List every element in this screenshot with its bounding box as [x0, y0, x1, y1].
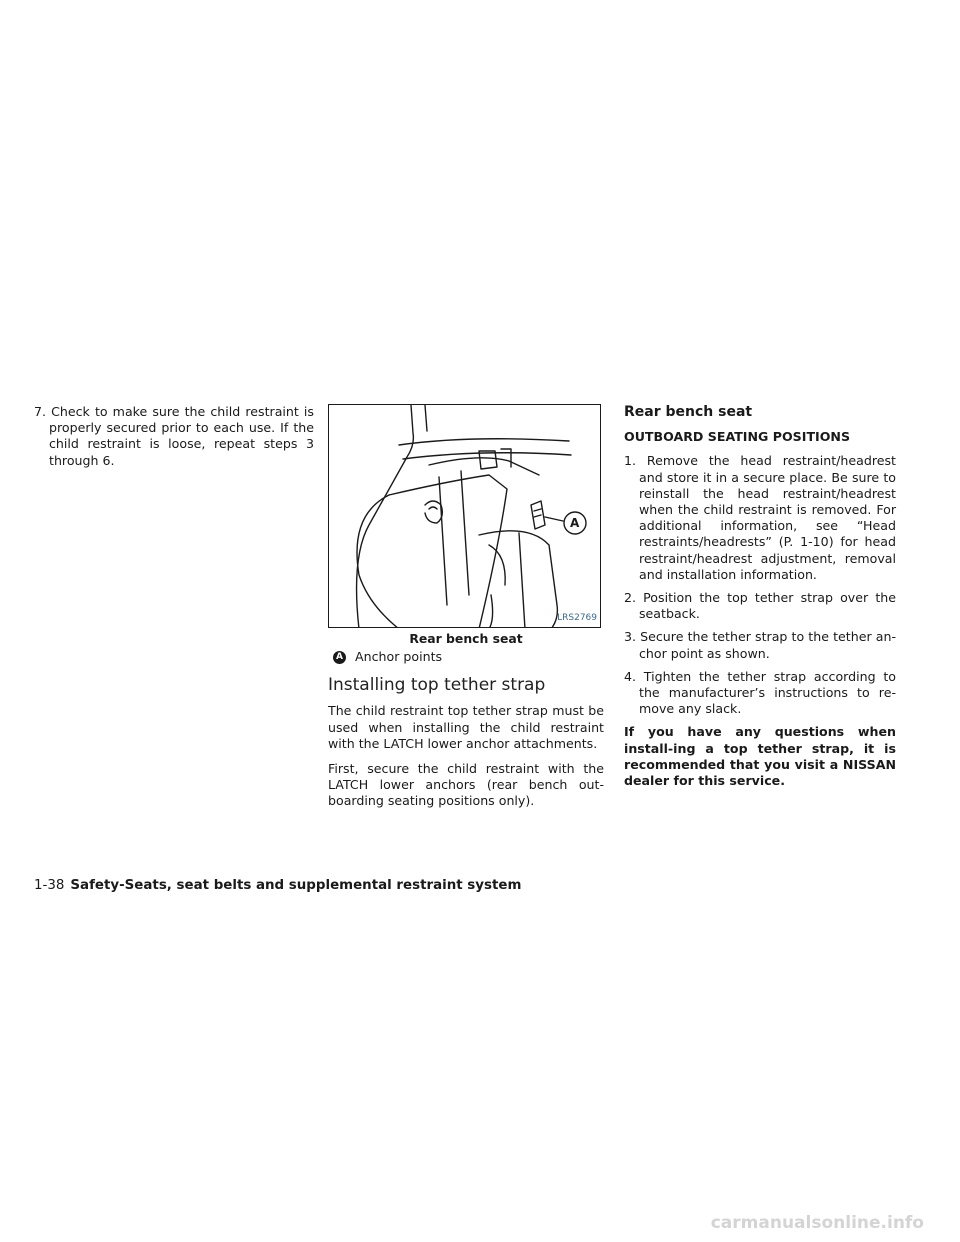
legend-text: Anchor points [355, 649, 443, 665]
page-footer [34, 878, 521, 893]
paragraph-1: The child restraint top tether strap must be used when installing the child restraint with the LATCH lower anchor attachments. [328, 703, 604, 751]
figure-code: LRS2769 [557, 612, 597, 623]
left-column [34, 404, 314, 476]
step-1: 1. Remove the head restraint/headrest and store it in a secure place. Be sure to reinstall the head restraint/headrest when the child restraint is removed. For additional information, see “Head restraints/headrests” (P. 1-10) for head restraint/headrest adjustment, removal and installation information. [624, 453, 896, 582]
legend-letter-a-icon: A [333, 651, 346, 664]
figure-legend [328, 649, 604, 665]
section-title: Installing top tether strap [328, 675, 546, 696]
figure-caption: Rear bench seat [409, 631, 523, 646]
callout-letter-a: A [570, 516, 580, 530]
heading-rear-bench-seat: Rear bench seat [624, 404, 753, 420]
note: If you have any questions when install-ing a top tether strap, it is recommended that you visit a NISSAN dealer for this service. [624, 724, 896, 789]
chapter-title: Safety-Seats, seat belts and supplemental restraint system [70, 878, 522, 893]
seat-illustration [329, 405, 601, 628]
paragraph-2: First, secure the child restraint with the LATCH lower anchors (rear bench out-boarding seating positions only). [328, 761, 604, 809]
rear-bench-seat-figure [328, 404, 601, 628]
middle-column [328, 404, 604, 819]
step-7: 7. Check to make sure the child restraint is properly secured prior to each use. If the child restraint is loose, repeat steps 3 through 6. [34, 404, 314, 468]
step-4: 4. Tighten the tether strap according to the manufacturer’s instructions to re-move any slack. [624, 668, 896, 717]
step-3: 3. Secure the tether strap to the tether an-chor point as shown. [624, 629, 896, 661]
page-number: 1-38 [34, 878, 65, 893]
right-column [624, 404, 896, 789]
subheading-outboard: OUTBOARD SEATING POSITIONS [624, 429, 851, 445]
step-2: 2. Position the top tether strap over the seatback. [624, 590, 896, 622]
watermark: carmanualsonline.info [710, 1213, 924, 1233]
